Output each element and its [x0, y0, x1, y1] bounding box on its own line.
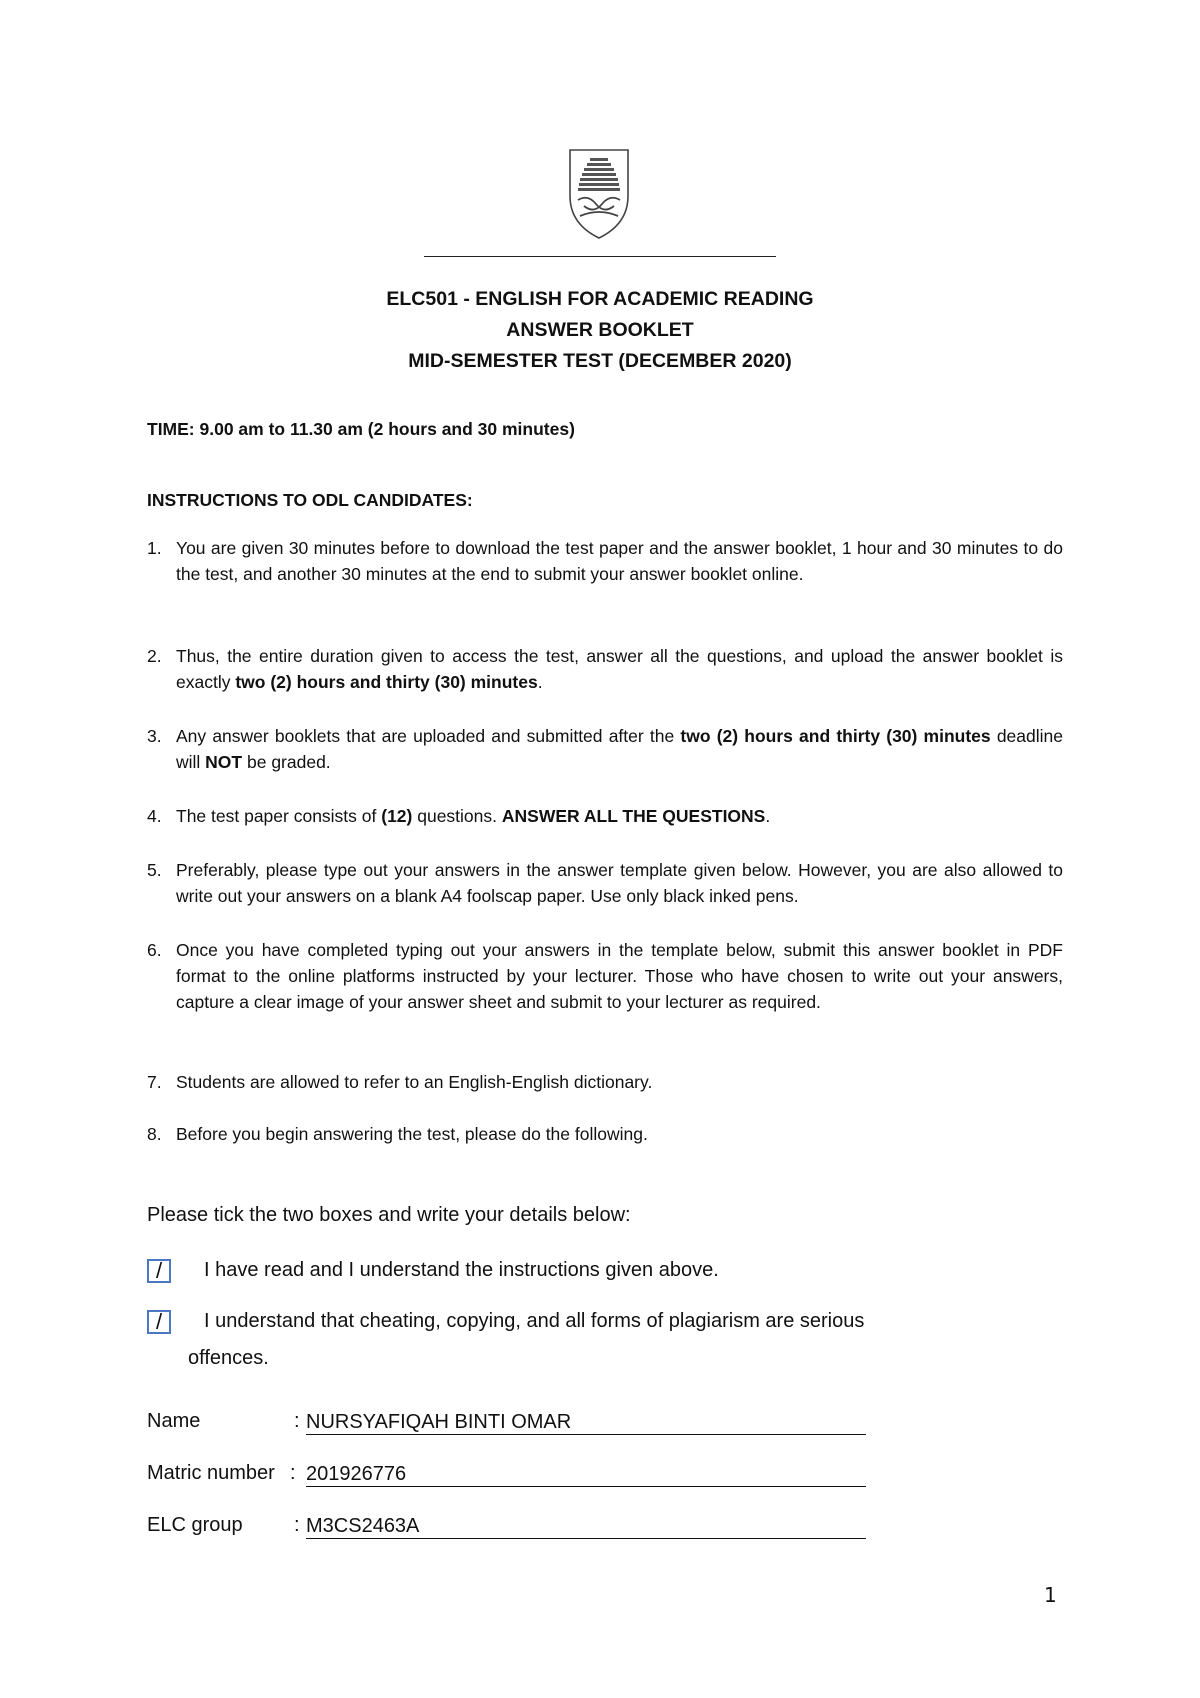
matric-number-field[interactable]: 201926776 — [306, 1462, 866, 1487]
instruction-item-1 — [147, 535, 1063, 587]
instruction-text: Thus, the entire duration given to access the test, answer all the questions, and upload the answer booklet is exactly two (2) hours and thirty (30) minutes. — [176, 646, 1063, 692]
instruction-text: Students are allowed to refer to an English-English dictionary. — [176, 1072, 653, 1092]
instructions-read-label: I have read and I understand the instructions given above. — [204, 1259, 719, 1281]
test-title: MID-SEMESTER TEST (DECEMBER 2020) — [408, 350, 792, 372]
instruction-text: Preferably, please type out your answers in the answer template given below. However, you are also allowed to write out your answers on a blank A4 foolscap paper. Use only black inked pens. — [176, 860, 1063, 906]
name-field[interactable]: NURSYAFIQAH BINTI OMAR — [306, 1410, 866, 1435]
elc-group-field[interactable]: M3CS2463A — [306, 1514, 866, 1539]
plagiarism-understood-label: I understand that cheating, copying, and all forms of plagiarism are serious — [204, 1310, 865, 1332]
instruction-item-7 — [147, 1069, 1063, 1095]
plagiarism-understood-checkbox[interactable]: / — [147, 1310, 171, 1334]
instruction-text: Any answer booklets that are uploaded and submitted after the two (2) hours and thirty (30) minutes deadline will NOT be graded. — [176, 726, 1063, 772]
instruction-number: 6. — [147, 940, 162, 960]
instruction-item-8 — [147, 1121, 1063, 1147]
instruction-item-5 — [147, 857, 1063, 909]
test-time: TIME: 9.00 am to 11.30 am (2 hours and 30 minutes) — [147, 419, 575, 439]
instruction-item-3 — [147, 723, 1063, 775]
instruction-text: Before you begin answering the test, please do the following. — [176, 1124, 648, 1144]
course-title: ELC501 - ENGLISH FOR ACADEMIC READING — [386, 288, 814, 310]
instruction-item-4 — [147, 803, 1063, 829]
document-title — [0, 284, 1200, 377]
header-divider — [424, 256, 776, 257]
matric-number-label: Matric number — [147, 1462, 275, 1484]
name-colon: : — [294, 1410, 300, 1432]
instruction-item-2 — [147, 643, 1063, 695]
instruction-text: Once you have completed typing out your answers in the template below, submit this answer booklet in PDF format to the online platforms instructed by your lecturer. Those who have chosen to write out your answers, capture a clear image of your answer sheet and submit to your lecturer as required. — [176, 940, 1063, 1012]
declaration-prompt: Please tick the two boxes and write your details below: — [147, 1204, 631, 1226]
instructions-heading: INSTRUCTIONS TO ODL CANDIDATES: — [147, 490, 473, 510]
instruction-text: You are given 30 minutes before to download the test paper and the answer booklet, 1 hour and 30 minutes to do the test, and another 30 minutes at the end to submit your answer booklet online. — [176, 538, 1063, 584]
name-label: Name — [147, 1410, 201, 1432]
instruction-item-6 — [147, 937, 1063, 1015]
instruction-number: 8. — [147, 1124, 162, 1144]
instruction-text: The test paper consists of (12) questions. ANSWER ALL THE QUESTIONS. — [176, 806, 771, 826]
plagiarism-understood-label-cont: offences. — [188, 1347, 269, 1369]
instruction-number: 4. — [147, 806, 162, 826]
elc-group-label: ELC group — [147, 1514, 243, 1536]
page-number: 1 — [1044, 1583, 1057, 1607]
matric-number-colon: : — [290, 1462, 296, 1484]
instruction-number: 3. — [147, 726, 162, 746]
instructions-read-checkbox[interactable]: / — [147, 1259, 171, 1283]
booklet-title: ANSWER BOOKLET — [506, 319, 694, 341]
instruction-number: 1. — [147, 538, 162, 558]
instruction-number: 5. — [147, 860, 162, 880]
elc-group-colon: : — [294, 1514, 300, 1536]
instruction-number: 2. — [147, 646, 162, 666]
instruction-number: 7. — [147, 1072, 162, 1092]
university-crest-logo — [566, 146, 632, 242]
